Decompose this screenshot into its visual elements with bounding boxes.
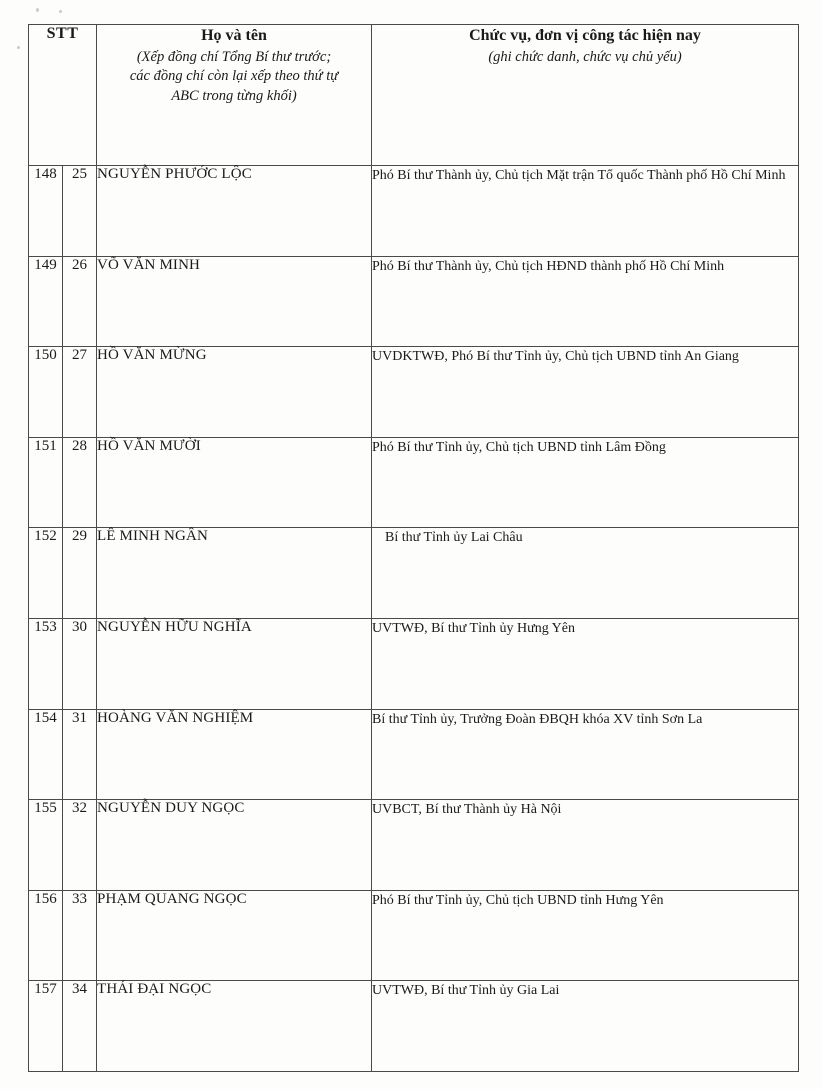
cell-no: 148 [29,166,63,257]
column-header-name-subtitle-line1: (Xếp đồng chí Tổng Bí thư trước; [136,48,332,65]
cell-sub-no: 26 [63,256,97,347]
column-header-stt: STT [29,25,97,166]
column-header-name-subtitle-line2: các đồng chí còn lại xếp theo thứ tự [129,68,339,85]
scan-speck [17,46,20,49]
cell-sub-no: 28 [63,437,97,528]
cell-position: UVTWĐ, Bí thư Tỉnh ủy Gia Lai [372,981,799,1072]
cell-position: Phó Bí thư Tỉnh ủy, Chủ tịch UBND tỉnh Lâm Đồng [372,437,799,528]
cell-no: 156 [29,890,63,981]
cell-position: Bí thư Tỉnh ủy Lai Châu [372,528,799,619]
column-header-position-title: Chức vụ, đơn vị công tác hiện nay [469,27,701,44]
table-row [29,800,799,891]
cell-position: UVDKTWĐ, Phó Bí thư Tỉnh ủy, Chủ tịch UBND tỉnh An Giang [372,347,799,438]
table-row [29,437,799,528]
table-row [29,981,799,1072]
personnel-table [28,24,799,1072]
column-header-name-subtitle [97,48,371,107]
personnel-table-container [28,24,798,1072]
cell-name: HOÀNG VĂN NGHIỆM [97,709,372,800]
column-header-position-subtitle: (ghi chức danh, chức vụ chủ yếu) [488,48,682,65]
cell-sub-no: 30 [63,618,97,709]
cell-no: 149 [29,256,63,347]
table-row [29,528,799,619]
table-row [29,166,799,257]
cell-no: 152 [29,528,63,619]
cell-name: PHẠM QUANG NGỌC [97,890,372,981]
cell-no: 151 [29,437,63,528]
cell-position: Phó Bí thư Thành ủy, Chủ tịch HĐND thành phố Hồ Chí Minh [372,256,799,347]
column-header-name-subtitle-line3: ABC trong từng khối) [171,87,297,104]
cell-name: NGUYỄN PHƯỚC LỘC [97,166,372,257]
cell-position: UVBCT, Bí thư Thành ủy Hà Nội [372,800,799,891]
cell-no: 150 [29,347,63,438]
cell-sub-no: 31 [63,709,97,800]
cell-name: NGUYỄN HỮU NGHĨA [97,618,372,709]
cell-no: 155 [29,800,63,891]
cell-name: HỒ VĂN MỪNG [97,347,372,438]
cell-name: THÁI ĐẠI NGỌC [97,981,372,1072]
cell-no: 154 [29,709,63,800]
scan-speck [59,10,62,13]
cell-no: 153 [29,618,63,709]
cell-no: 157 [29,981,63,1072]
table-header-row [29,25,799,166]
cell-position: UVTWĐ, Bí thư Tỉnh ủy Hưng Yên [372,618,799,709]
cell-sub-no: 25 [63,166,97,257]
table-header [29,25,799,166]
column-header-position [372,25,799,166]
table-body [29,166,799,1072]
cell-sub-no: 32 [63,800,97,891]
cell-sub-no: 27 [63,347,97,438]
cell-sub-no: 29 [63,528,97,619]
cell-position: Phó Bí thư Thành ủy, Chủ tịch Mặt trận Tổ quốc Thành phố Hồ Chí Minh [372,166,799,257]
cell-name: HỒ VĂN MƯỜI [97,437,372,528]
cell-name: NGUYỄN DUY NGỌC [97,800,372,891]
column-header-name [97,25,372,166]
scan-speck [36,8,39,12]
table-row [29,709,799,800]
table-row [29,256,799,347]
cell-name: LÊ MINH NGÂN [97,528,372,619]
cell-sub-no: 34 [63,981,97,1072]
table-row [29,890,799,981]
cell-name: VÕ VĂN MINH [97,256,372,347]
table-row [29,618,799,709]
cell-position: Bí thư Tỉnh ủy, Trưởng Đoàn ĐBQH khóa XV tỉnh Sơn La [372,709,799,800]
cell-position: Phó Bí thư Tỉnh ủy, Chủ tịch UBND tỉnh Hưng Yên [372,890,799,981]
column-header-name-title: Họ và tên [201,27,267,44]
cell-sub-no: 33 [63,890,97,981]
table-row [29,347,799,438]
